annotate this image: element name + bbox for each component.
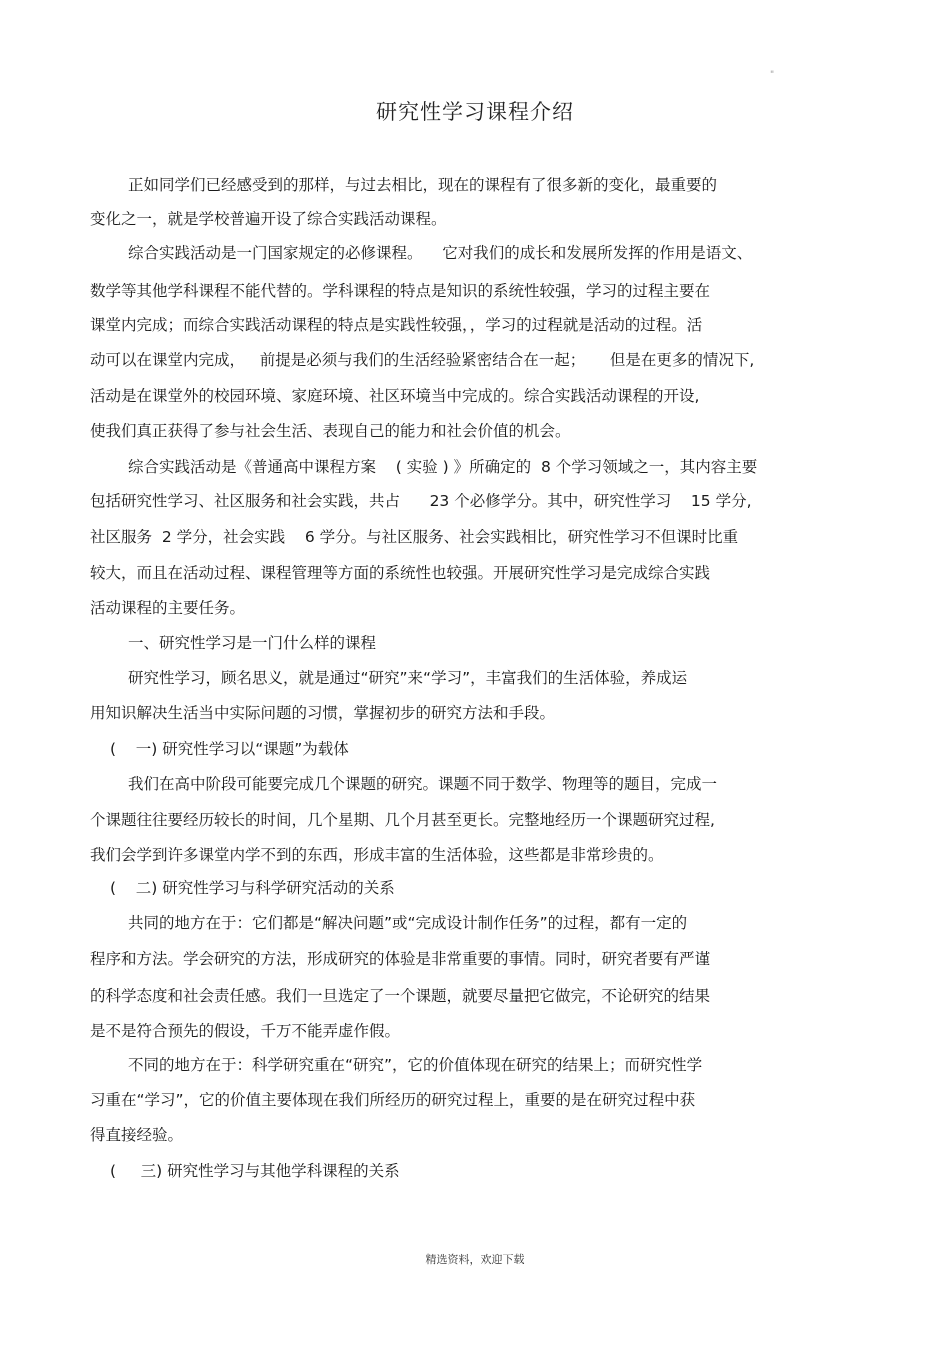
section-heading: 一、研究性学习是一门什么样的课程	[128, 634, 377, 652]
corner-mark: "	[770, 70, 775, 80]
text-line: 程序和方法。学会研究的方法，形成研究的体验是非常重要的事情。同时，研究者要有严谨	[90, 950, 711, 968]
text-line: 习重在“学习”，它的价值主要体现在我们所经历的研究过程上，重要的是在研究过程中获	[90, 1091, 696, 1109]
subsection-heading: ( 三) 研究性学习与其他学科课程的关系	[110, 1162, 400, 1180]
text-line: 得直接经验。	[90, 1126, 184, 1144]
text-line: 包括研究性学习、社区服务和社会实践，共占 23 个必修学分。其中，研究性学习 15 学分,	[90, 492, 752, 510]
subsection-heading: ( 二) 研究性学习与科学研究活动的关系	[110, 879, 395, 897]
text-line: 我们在高中阶段可能要完成几个课题的研究。课题不同于数学、物理等的题目，完成一	[128, 775, 718, 793]
page-title: 研究性学习课程介绍	[376, 100, 574, 124]
text-line: 不同的地方在于：科学研究重在“研究”，它的价值体现在研究的结果上；而研究性学	[128, 1056, 703, 1074]
page-footer: 精选资料，欢迎下载	[425, 1253, 525, 1266]
text-line: 活动课程的主要任务。	[90, 599, 246, 617]
text-line: 综合实践活动是一门国家规定的必修课程。 它对我们的成长和发展所发挥的作用是语文、	[128, 244, 753, 262]
text-line: 综合实践活动是《普通高中课程方案 ( 实验 ) 》所确定的 8 个学习领域之一，其内容主要	[128, 458, 758, 476]
text-line: 课堂内完成；而综合实践活动课程的特点是实践性较强，，学习的过程就是活动的过程。活	[90, 316, 703, 334]
text-line: 用知识解决生活当中实际问题的习惯，掌握初步的研究方法和手段。	[90, 704, 556, 722]
text-line: 较大，而且在活动过程、课程管理等方面的系统性也较强。开展研究性学习是完成综合实践	[90, 564, 711, 582]
text-line: 的科学态度和社会责任感。我们一旦选定了一个课题，就要尽量把它做完，不论研究的结果	[90, 987, 711, 1005]
text-line: 共同的地方在于：它们都是“解决问题”或“完成设计制作任务”的过程，都有一定的	[128, 914, 688, 932]
text-line: 社区服务 2 学分，社会实践 6 学分。与社区服务、社会实践相比，研究性学习不但课时比重	[90, 528, 739, 546]
text-line: 个课题往往要经历较长的时间，几个星期、几个月甚至更长。完整地经历一个课题研究过程,	[90, 811, 715, 829]
subsection-heading: ( 一) 研究性学习以“课题”为载体	[110, 740, 349, 758]
text-line: 我们会学到许多课堂内学不到的东西，形成丰富的生活体验，这些都是非常珍贵的。	[90, 846, 664, 864]
text-line: 动可以在课堂内完成， 前提是必须与我们的生活经验紧密结合在一起； 但是在更多的情况下,	[90, 351, 755, 369]
text-line: 是不是符合预先的假设，千万不能弄虚作假。	[90, 1022, 401, 1040]
text-line: 数学等其他学科课程不能代替的。学科课程的特点是知识的系统性较强，学习的过程主要在	[90, 282, 711, 300]
text-line: 活动是在课堂外的校园环境、家庭环境、社区环境当中完成的。综合实践活动课程的开设,	[90, 387, 700, 405]
text-line: 变化之一，就是学校普遍开设了综合实践活动课程。	[90, 210, 447, 228]
text-line: 使我们真正获得了参与社会生活、表现自己的能力和社会价值的机会。	[90, 422, 571, 440]
text-line: 正如同学们已经感受到的那样，与过去相比，现在的课程有了很多新的变化，最重要的	[128, 176, 718, 194]
text-line: 研究性学习，顾名思义，就是通过“研究”来“学习”，丰富我们的生活体验，养成运	[128, 669, 688, 687]
